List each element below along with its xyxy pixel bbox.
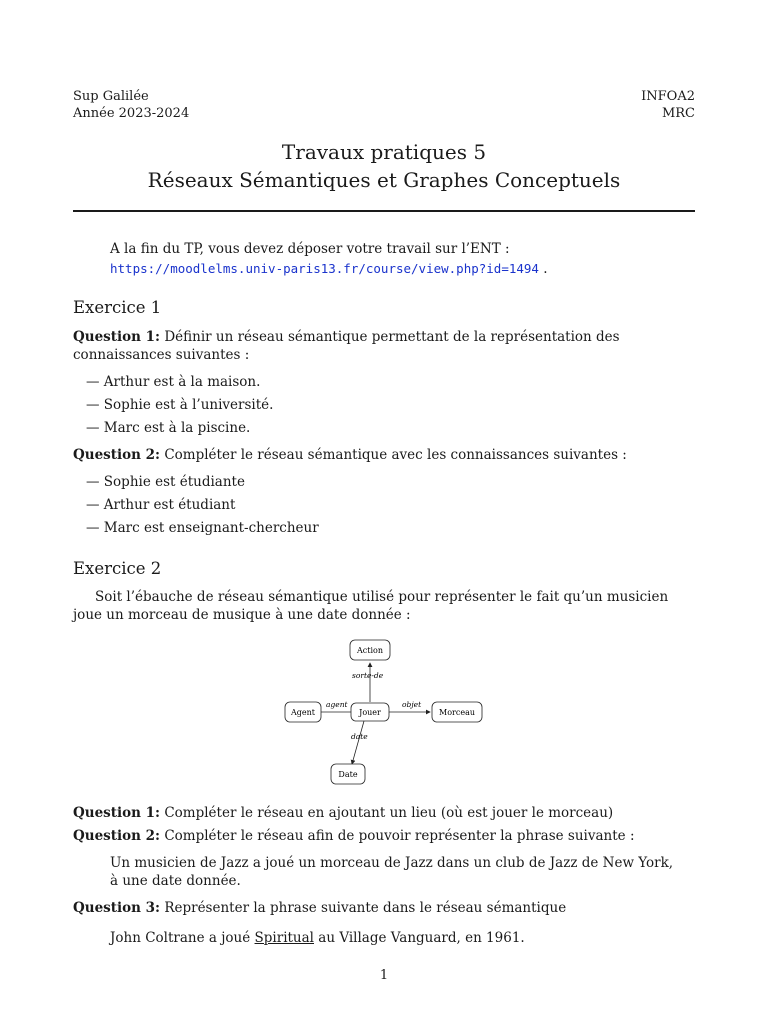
list-item: — Marc est à la piscine. (86, 417, 273, 440)
list-item: — Arthur est à la maison. (86, 371, 273, 394)
ex2-q2-text: Compléter le réseau afin de pouvoir représenter la phrase suivante : (160, 828, 635, 844)
exercise2-title: Exercice 2 (73, 559, 162, 578)
intro-text: A la fin du TP, vous devez déposer votre travail sur l’ENT : (110, 241, 510, 257)
ex2-q3-quote-post: au Village Vanguard, en 1961. (314, 930, 525, 946)
ex2-q3-quote-pre: John Coltrane a joué (110, 930, 255, 946)
course-code: INFOA2 (641, 89, 695, 104)
title-line2: Réseaux Sémantiques et Graphes Conceptuels (147, 168, 621, 192)
ex1-question2 (73, 446, 695, 464)
node-action-label: Action (357, 646, 383, 655)
page-number: 1 (379, 968, 389, 983)
ex2-q2-label: Question 2: (73, 828, 161, 844)
ex1-q2-list (86, 471, 319, 540)
ex2-q1-label: Question 1: (73, 805, 161, 821)
academic-year: Année 2023-2024 (73, 106, 190, 121)
node-agent-label: Agent (291, 708, 315, 717)
ex1-q1-list (86, 371, 273, 440)
node-morceau (432, 702, 482, 722)
intro-paragraph (110, 240, 548, 279)
ex1-q1-text: Définir un réseau sémantique permettant de la représentation des connaissances suivantes : (73, 329, 620, 363)
title-line1: Travaux pratiques 5 (281, 140, 487, 164)
ex1-q1-label: Question 1: (73, 329, 161, 345)
ex2-intro: Soit l’ébauche de réseau sémantique utilisé pour représenter le fait qu’un musicien joue un morceau de musique à une date donnée : (73, 589, 669, 623)
list-item: — Sophie est à l’université. (86, 394, 273, 417)
exercise1-title: Exercice 1 (73, 298, 162, 317)
ex2-q2-quote-line1: Un musicien de Jazz a joué un morceau de Jazz dans un club de Jazz de New York, (110, 855, 674, 871)
edge-label-sorte-de: sorte-de (352, 671, 384, 680)
edge-date (352, 721, 364, 764)
node-jouer (351, 703, 389, 721)
ex2-q2-quote-line2: à une date donnée. (110, 873, 241, 889)
ex2-q3-quote-title: Spiritual (254, 930, 314, 946)
header-left (73, 88, 189, 122)
edge-label-objet: objet (402, 700, 422, 709)
ex2-q1-text: Compléter le réseau en ajoutant un lieu (où est jouer le morceau) (160, 805, 614, 821)
list-item: — Marc est enseignant-chercheur (86, 517, 319, 540)
ex2-q3-quote (110, 929, 525, 947)
institution: Sup Galilée (73, 89, 149, 104)
edge-label-date: date (351, 732, 368, 741)
node-date-label: Date (338, 770, 358, 779)
title-divider (73, 210, 695, 212)
ex2-q3-label: Question 3: (73, 900, 161, 916)
ex2-q3-text: Représenter la phrase suivante dans le réseau sémantique (160, 900, 567, 916)
edge-label-agent: agent (326, 700, 348, 709)
node-morceau-label: Morceau (439, 708, 475, 717)
moodle-link[interactable]: https://moodlelms.univ-paris13.fr/course/view.php?id=1494 (110, 261, 539, 276)
node-jouer-label: Jouer (359, 708, 381, 717)
ex2-question2 (73, 827, 695, 845)
list-item: — Sophie est étudiante (86, 471, 319, 494)
node-agent (285, 702, 321, 722)
intro-url-suffix: . (538, 261, 548, 277)
semantic-network-diagram (270, 630, 500, 790)
page-title (73, 138, 695, 194)
list-item: — Arthur est étudiant (86, 494, 319, 517)
ex1-q2-label: Question 2: (73, 447, 161, 463)
header-right (641, 88, 695, 122)
ex1-q2-text: Compléter le réseau sémantique avec les connaissances suivantes : (160, 447, 627, 463)
ex2-question1 (73, 804, 695, 822)
node-action (350, 640, 390, 660)
node-date (331, 764, 365, 784)
course-name: MRC (661, 106, 695, 121)
ex2-q2-quote (110, 854, 673, 890)
ex2-question3 (73, 899, 695, 917)
ex1-question1 (73, 328, 695, 364)
